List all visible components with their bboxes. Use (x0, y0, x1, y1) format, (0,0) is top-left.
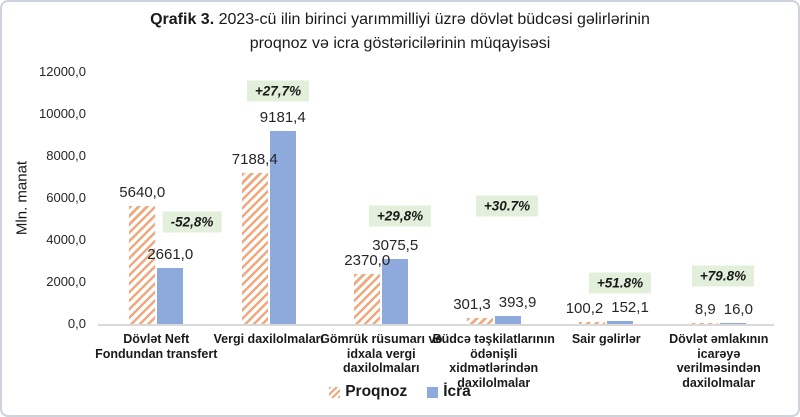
value-label-proqnoz-5: 8,9 (694, 301, 716, 318)
y-tick-label: 0,0 (67, 316, 86, 331)
bar-proqnoz-2 (354, 274, 380, 324)
legend (0, 383, 800, 401)
value-label-icra-0: 2661,0 (147, 246, 194, 264)
category-label-0: Dövlət Neft Fondundan transfert (95, 332, 218, 361)
bar-proqnoz-0 (129, 206, 155, 324)
value-label-icra-2: 3075,5 (372, 237, 419, 255)
legend-label-proqnoz: Proqnoz (345, 383, 408, 400)
value-label-proqnoz-2: 2370,0 (344, 252, 391, 270)
chart-title-line1-rest: 2023-cü ilin birinci yarımmilliyi üzrə dövlət büdcəsi gəlirlərinin (214, 11, 650, 28)
y-tick-label: 6000,0 (46, 190, 86, 205)
change-badge-5: +79.8% (692, 266, 754, 287)
category-label-4: Sair gəlirlər (571, 332, 641, 346)
category-label-3: Büdcə təşkilatlarının ödənişli xidmətlərindən daxilolmalar (432, 332, 555, 390)
bar-icra-3 (495, 316, 521, 324)
category-label-5: Dövlət əmlakının icarəyə verilməsindən daxilolmalar (669, 332, 769, 390)
y-tick-label: 4000,0 (46, 232, 86, 247)
value-label-icra-1: 9181,4 (259, 109, 306, 127)
change-badge-0: -52,8% (163, 212, 222, 233)
change-badge-2: +29,8% (369, 206, 431, 227)
bar-icra-0 (157, 268, 183, 324)
chart-title-line2: proqnoz və icra göstəricilərinin müqayisəsi (249, 35, 551, 52)
y-tick-label: 8000,0 (46, 148, 86, 163)
value-label-proqnoz-0: 5640,0 (119, 183, 166, 201)
category-label-2: Gömrük rüsumarı və idxala vergi daxilolmaları (320, 332, 443, 375)
y-axis-title: Mln. manat (13, 160, 31, 236)
value-label-icra-3: 393,9 (498, 293, 537, 311)
category-label-1: Vergi daxilolmaları (213, 332, 324, 346)
change-badge-4: +51.8% (589, 273, 651, 294)
value-label-proqnoz-3: 301,3 (453, 295, 491, 313)
bar-proqnoz-1 (242, 173, 268, 324)
legend-item-proqnoz (329, 383, 407, 401)
y-tick-label: 2000,0 (46, 274, 86, 289)
chart-title-prefix: Qrafik 3. (150, 11, 215, 28)
change-badge-3: +30.7% (476, 196, 538, 217)
change-badge-1: +27,7% (247, 81, 309, 102)
legend-swatch-proqnoz (329, 387, 340, 398)
chart-title (0, 8, 800, 56)
value-label-icra-5: 16,0 (723, 301, 753, 318)
value-label-icra-4: 152,1 (611, 298, 649, 316)
value-label-proqnoz-1: 7188,4 (231, 151, 278, 169)
legend-label-icra: İcra (443, 383, 471, 400)
x-axis-line (98, 324, 774, 326)
legend-item-icra (427, 383, 471, 401)
y-tick-label: 10000,0 (39, 106, 86, 121)
y-tick-label: 12000,0 (39, 64, 86, 79)
chart-title-line1 (0, 8, 800, 32)
value-label-proqnoz-4: 100,2 (565, 299, 604, 317)
legend-swatch-icra (427, 387, 438, 398)
